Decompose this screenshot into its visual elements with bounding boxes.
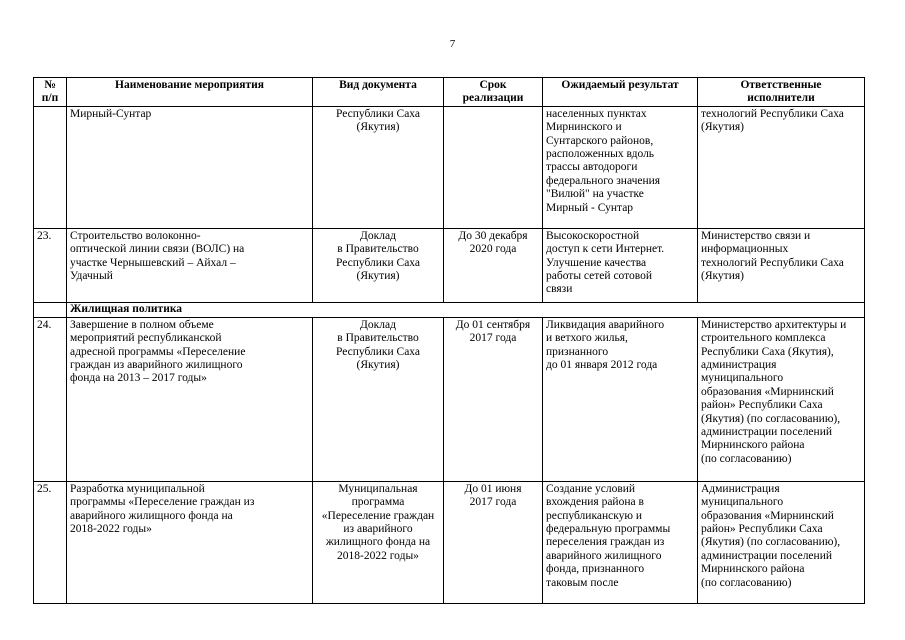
row-exec: Администрация муниципального образования «Мирнинский район» Республики Саха (Якутия) (по согласованию), администрации поселений Мирнинского района (по согласованию) — [698, 481, 865, 603]
section-row — [34, 302, 865, 317]
row-num — [34, 106, 67, 228]
row-result: населенных пунктах Мирнинского и Сунтарского районов, расположенных вдоль трассы автодороги федерального значения "Вилюй" на участке Мирный - Сунтар — [543, 106, 698, 228]
row-result: Ликвидация аварийного и ветхого жилья, признанного до 01 января 2012 года — [543, 317, 698, 481]
header-name: Наименование мероприятия — [67, 78, 313, 107]
plan-table — [33, 77, 865, 604]
table-row — [34, 481, 865, 603]
row-term: До 30 декабря 2020 года — [444, 228, 543, 302]
row-term: До 01 сентября 2017 года — [444, 317, 543, 481]
row-doc: Республики Саха (Якутия) — [313, 106, 444, 228]
header-doc: Вид документа — [313, 78, 444, 107]
row-name: Строительство волоконно- оптической линии связи (ВОЛС) на участке Чернышевский – Айхал – Удачный — [67, 228, 313, 302]
row-term — [444, 106, 543, 228]
row-doc: Муниципальная программа «Переселение граждан из аварийного жилищного фонда на 2018-2022 годы» — [313, 481, 444, 603]
row-name: Завершение в полном объеме мероприятий республиканской адресной программы «Переселение граждан из аварийного жилищного фонда на 2013 – 2017 годы» — [67, 317, 313, 481]
header-num: № п/п — [34, 78, 67, 107]
section-title: Жилищная политика — [67, 302, 865, 317]
row-doc: Доклад в Правительство Республики Саха (Якутия) — [313, 317, 444, 481]
row-exec: технологий Республики Саха (Якутия) — [698, 106, 865, 228]
row-exec: Министерство связи и информационных технологий Республики Саха (Якутия) — [698, 228, 865, 302]
row-num: 23. — [34, 228, 67, 302]
table-row — [34, 228, 865, 302]
table-row — [34, 106, 865, 228]
row-num: 24. — [34, 317, 67, 481]
row-result: Высокоскоростной доступ к сети Интернет. Улучшение качества работы сетей сотовой связи — [543, 228, 698, 302]
row-name: Мирный-Сунтар — [67, 106, 313, 228]
row-exec: Министерство архитектуры и строительного комплекса Республики Саха (Якутия), администрация муниципального образования «Мирнинский район» Республики Саха (Якутия) (по согласованию), администрации поселений Мирнинского района (по согласованию) — [698, 317, 865, 481]
header-result: Ожидаемый результат — [543, 78, 698, 107]
row-doc: Доклад в Правительство Республики Саха (Якутия) — [313, 228, 444, 302]
row-num: 25. — [34, 481, 67, 603]
header-term: Срок реализации — [444, 78, 543, 107]
page-number: 7 — [449, 38, 456, 50]
row-term: До 01 июня 2017 года — [444, 481, 543, 603]
row-name: Разработка муниципальной программы «Переселение граждан из аварийного жилищного фонда на 2018-2022 годы» — [67, 481, 313, 603]
row-result: Создание условий вхождения района в республиканскую и федеральную программы переселения граждан из аварийного жилищного фонда, признанного таковым после — [543, 481, 698, 603]
table-row — [34, 317, 865, 481]
header-exec: Ответственные исполнители — [698, 78, 865, 107]
